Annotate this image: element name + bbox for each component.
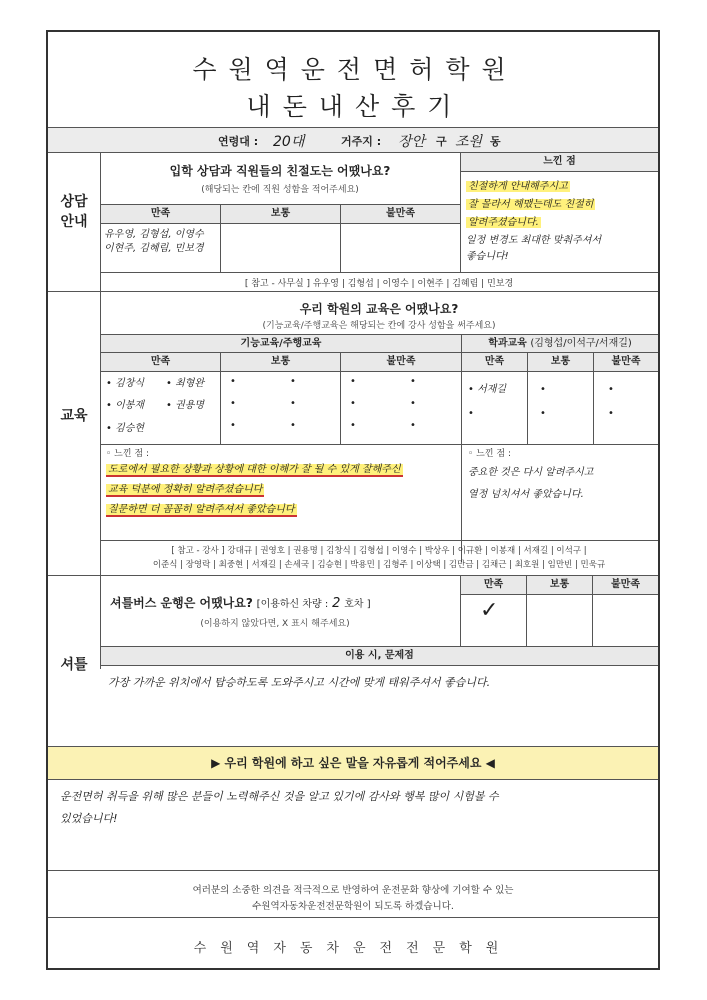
instructor-reference-line1: [ 참고 - 강사 ] 강대규 | 권영호 | 권용명 | 김창식 | 김형섭 | 이영수 | 박상우 | 이규환 | 이봉재 | 서재길 | 이석구 | — [171, 546, 587, 556]
consult-col-satisfied: 만족 — [101, 205, 220, 223]
theory-edu-header: 학과교육 (김형섭/이석구/서재길) — [462, 335, 658, 353]
shuttle-col-normal: 보통 — [527, 576, 592, 594]
consult-col-normal: 보통 — [221, 205, 340, 223]
theory-satisfied-name: • 서재길 — [468, 384, 507, 395]
shuttle-col-unsatisfied: 불만족 — [593, 576, 658, 594]
consult-feeling-line: 좋습니다! — [466, 251, 509, 262]
vehicle-prefix: [이용하신 차량 : — [256, 599, 329, 610]
skill-col-unsatisfied: 불만족 — [341, 353, 461, 371]
skill-feeling-line: 도로에서 필요한 상황과 상황에 대한 이해가 잘 될 수 있게 잘해주신 — [108, 464, 401, 475]
shuttle-col-satisfied: 만족 — [461, 576, 526, 594]
shuttle-question-row — [110, 594, 460, 611]
consult-feeling-line: 일정 변경도 최대한 맞춰주셔서 — [466, 235, 602, 246]
instructor-reference-line2: 이준식 | 장영락 | 최중현 | 서재길 | 손세국 | 김승현 | 박용민 | 김형주 | 이상택 | 김만금 | 김채근 | 최호원 | 임만빈 | 민욱규 — [152, 560, 606, 570]
residence-dong: 조원 — [455, 134, 483, 150]
skill-feeling-line: 질문하면 더 꼼꼼히 알려주셔서 좋았습니다 — [108, 504, 295, 515]
dong-label: 동 — [490, 135, 501, 148]
vehicle-number: 2 — [332, 596, 341, 611]
consult-sub: (해당되는 칸에 직원 성함을 적어주세요) — [201, 185, 359, 195]
skill-col-satisfied: 만족 — [101, 353, 220, 371]
shuttle-question: 셔틀버스 운행은 어땠나요? — [110, 596, 253, 610]
consult-feeling-header: 느낀 점 — [461, 153, 658, 171]
shuttle-satisfied-check: ✓ — [480, 598, 499, 623]
consult-col-unsatisfied: 불만족 — [341, 205, 460, 223]
free-comment-text — [60, 786, 650, 830]
gu-label: 구 — [436, 135, 447, 148]
shuttle-issue-header: 이용 시, 문제점 — [101, 647, 658, 665]
free-comment-banner: ▶ 우리 학원에 하고 싶은 말을 자유롭게 적어주세요 ◀ — [48, 746, 658, 780]
theory-feeling-text — [468, 462, 654, 506]
theory-feeling-line: 중요한 것은 다시 알려주시고 — [468, 467, 594, 478]
form-title-line1: 수원역운전면허학원 — [192, 55, 518, 84]
shuttle-section-label: 셔틀 — [48, 654, 100, 674]
residence-label: 거주지 : — [341, 135, 382, 148]
skill-feeling-text — [106, 460, 458, 520]
shuttle-sub: (이용하지 않았다면, X 표시 해주세요) — [200, 619, 350, 629]
education-sub: (기능교육/주행교육은 해당되는 칸에 강사 성함을 써주세요) — [262, 321, 496, 331]
instructor-name: • 최형완 — [166, 378, 205, 389]
education-question: 우리 학원의 교육은 어땠나요? — [299, 302, 459, 316]
free-comment-line: 있었습니다! — [60, 812, 118, 825]
theory-feeling-line: 열정 넘치셔서 좋았습니다. — [468, 489, 584, 500]
consult-staff-reference: [ 참고 - 사무실 ] 유우영 | 김형섭 | 이영수 | 이현주 | 김혜림 | 민보경 — [244, 279, 514, 289]
consult-feeling-line: 알려주셨습니다. — [468, 217, 539, 228]
instructor-name: • 이봉재 — [106, 400, 145, 411]
instructor-name: • 권용명 — [166, 400, 205, 411]
age-value: 20대 — [273, 134, 305, 150]
footer-line2: 수원역자동차운전전문학원이 되도록 하겠습니다. — [252, 901, 454, 912]
skill-feeling-label: ◦ 느낀 점 : — [106, 449, 150, 459]
consult-feeling-text — [466, 178, 656, 264]
instructor-name: • 김창식 — [106, 378, 145, 389]
skill-edu-header: 기능교육/주행교육 — [101, 335, 461, 353]
footer-school-name: 수원역자동차운전전문학원 — [193, 941, 513, 956]
skill-feeling-line: 교육 덕분에 정확히 알려주셨습니다 — [108, 484, 263, 495]
theory-feeling-label: ◦ 느낀 점 : — [468, 449, 512, 459]
consult-feeling-line: 친절하게 안내해주시고 — [468, 181, 568, 192]
theory-col-normal: 보통 — [528, 353, 593, 371]
vehicle-suffix: 호차 ] — [344, 599, 371, 610]
theory-col-satisfied: 만족 — [462, 353, 527, 371]
residence-gu: 장안 — [398, 134, 426, 150]
shuttle-issue-text: 가장 가까운 위치에서 탑승하도록 도와주시고 시간에 맞게 태워주셔서 좋습니다. — [108, 676, 491, 689]
free-comment-line: 운전면허 취득을 위해 많은 분들이 노력해주신 것을 알고 있기에 감사와 행복 많이 시험볼 수 — [60, 790, 499, 803]
instructor-name: • 김승현 — [106, 423, 145, 434]
form-title-line2: 내돈내산후기 — [246, 92, 464, 121]
age-label: 연령대 : — [218, 135, 259, 148]
survey-form: 수원역운전면허학원 내돈내산후기 연령대 : 20대 거주지 : 장안 구 조원 동 상담 안내 입학 상담과 직원들의 친절도는 어땠나요? (해당되는 칸에 직원 성함을 적어주세요) 느낀 점 만족 보통 불만족 유우영, 김형섭, 이영수 이현주, 김혜림, 민보경 친절하게 안내해주시고 잘 몰라서 헤맸는데도 친절히 알려주셨습니다. 일정 변경도 최대한 맞춰주셔서 좋습니다! [ 참고 - 사무실 ] 유우영 | 김형섭 | 이영수 | 이현주 | 김혜림 | 민보경 교육 우리 학원의 교육은 어땠나요? (기능교육/주행교육은 해당되는 칸에 강사 성함을 써주세요) 기능교육/주행교육 학과교육 (김형섭/이석구/서재길) 만족 보통 불만족 만족 보통 불만족 • 김창식 • 최형완 • 이봉재 • 권용명 • 김승현 • • • • • • • • • • • • • 서재길 • • • • • ◦ 느낀 점 : 도로에서 필요한 상황과 상황에 대한 이해가 잘 될 수 있게 잘해주신 교육 덕분에 정확히 알려주셨습니다 질문하면 더 꼼꼼히 알려주셔서 좋았습니다 ◦ 느낀 점 : 중요한 것은 다시 알려주시고 열정 넘치셔서 좋았습니다. [ 참고 - 강사 ] 강대규 | 권영호 | 권용명 | 김창식 | 김형섭 | 이영수 | 박상우 | 이규환 | 이봉재 | 서재길 | 이석구 | 이준식 | 장영락 | 최중현 | 서재길 | 손세국 | 김승현 | 박용민 | 김형주 | 이상택 | 김만금 | 김채근 | 최호원 | 임만빈 | 민욱규 셔틀 셔틀버스 운행은 어땠나요? [이용하신 차량 : 2 호차 ] (이용하지 않았다면, X 표시 해주세요) 만족 보통 불만족 ✓ 이용 시, 문제점 가장 가까운 위치에서 탑승하도록 도와주시고 시간에 맞게 태워주셔서 좋습니다. ▶ 우리 학원에 하고 싶은 말을 자유롭게 적어주세요 ◀ 운전면허 취득을 위해 많은 분들이 노력해주신 것을 알고 있기에 감사와 행복 많이 시험볼 수 있었습니다! 여러분의 소중한 의견을 적극적으로 반영하여 운전문화 향상에 기여할 수 있는 수원역자동차운전전문학원이 되도록 하겠습니다. 수원역자동차운전전문학원 — [46, 30, 660, 970]
theory-col-unsatisfied: 불만족 — [594, 353, 658, 371]
education-section-label: 교육 — [48, 405, 100, 425]
footer-line1: 여러분의 소중한 의견을 적극적으로 반영하여 운전문화 향상에 기여할 수 있는 — [192, 885, 514, 896]
consult-satisfied-names: 유우영, 김형섭, 이영수 이현주, 김혜림, 민보경 — [104, 229, 204, 254]
consult-feeling-line: 잘 몰라서 헤맸는데도 친절히 — [468, 199, 594, 210]
consult-question: 입학 상담과 직원들의 친절도는 어땠나요? — [169, 164, 391, 178]
skill-col-normal: 보통 — [221, 353, 340, 371]
consult-section-label: 상담 안내 — [48, 192, 100, 232]
